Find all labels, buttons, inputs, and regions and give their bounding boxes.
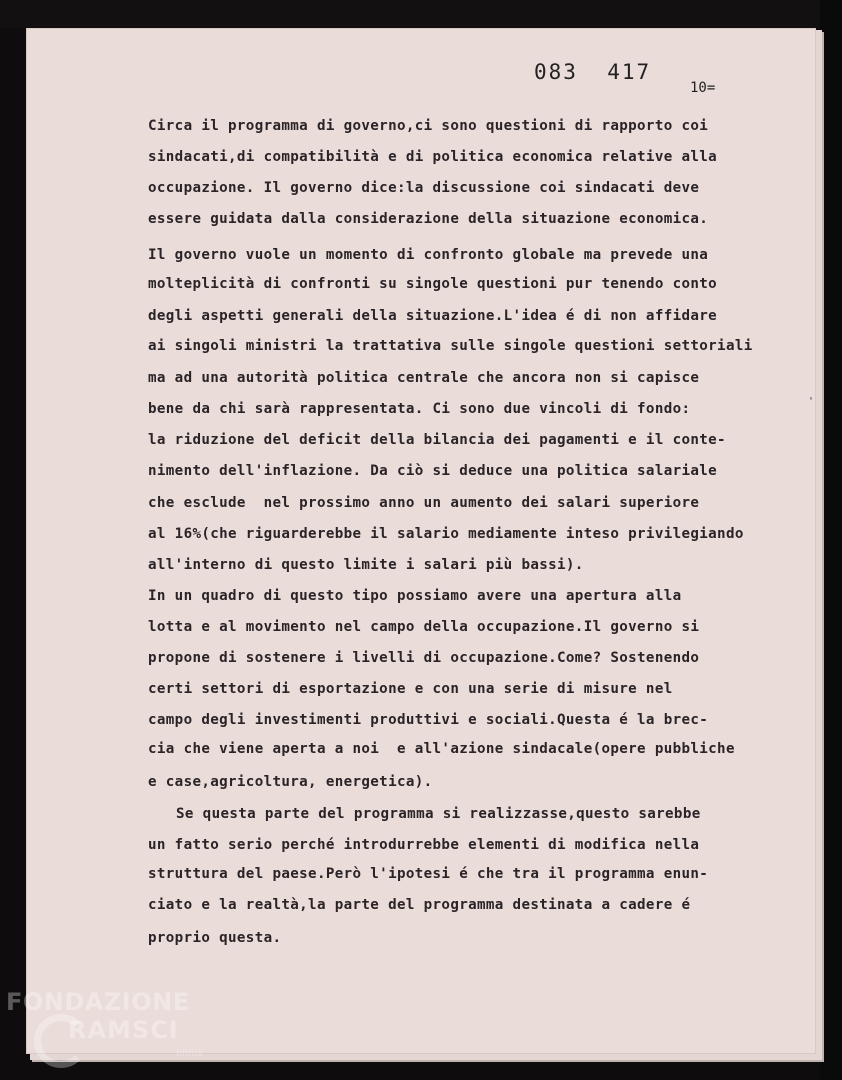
- watermark-line1: FONDAZIONE: [6, 988, 190, 1016]
- page-number: 10=: [690, 80, 716, 96]
- text-line: all'interno di questo limite i salari più bassi).: [148, 557, 584, 573]
- text-line: degli aspetti generali della situazione.L'idea é di non affidare: [148, 308, 718, 324]
- margin-mark: ': [808, 396, 815, 407]
- scan-top-border: [0, 0, 842, 28]
- text-line: al 16%(che riguarderebbe il salario mediamente inteso privilegiando: [148, 526, 744, 542]
- text-line: che esclude nel prossimo anno un aumento dei salari superiore: [148, 495, 700, 511]
- text-line: sindacati,di compatibilità e di politica economica relative alla: [148, 149, 718, 165]
- text-line: propone di sostenere i livelli di occupazione.Come? Sostenendo: [148, 650, 700, 666]
- watermark-line2: RAMSCI: [68, 1016, 179, 1044]
- text-line: Circa il programma di governo,ci sono questioni di rapporto coi: [148, 118, 709, 134]
- text-line: un fatto serio perché introdurrebbe elementi di modifica nella: [148, 837, 700, 853]
- archive-document-number: 083 417: [534, 60, 652, 84]
- text-line: struttura del paese.Però l'ipotesi é che tra il programma enun-: [148, 866, 709, 882]
- text-line: proprio questa.: [148, 930, 282, 946]
- text-line: la riduzione del deficit della bilancia dei pagamenti e il conte-: [148, 432, 726, 448]
- text-line: cia che viene aperta a noi e all'azione sindacale(opere pubbliche: [148, 741, 735, 757]
- text-line: essere guidata dalla considerazione della situazione economica.: [148, 211, 709, 227]
- text-line: certi settori di esportazione e con una serie di misure nel: [148, 681, 673, 697]
- scan-right-border: [820, 0, 842, 1080]
- text-line: occupazione. Il governo dice:la discussione coi sindacati deve: [148, 180, 700, 196]
- watermark-suffix: onlus: [176, 1048, 203, 1059]
- text-line: ciato e la realtà,la parte del programma destinata a cadere é: [148, 897, 691, 913]
- text-line: campo degli investimenti produttivi e sociali.Questa é la brec-: [148, 712, 709, 728]
- text-line: e case,agricoltura, energetica).: [148, 774, 433, 790]
- text-line: lotta e al movimento nel campo della occupazione.Il governo si: [148, 619, 700, 635]
- text-line: Se questa parte del programma si realizzasse,questo sarebbe: [176, 806, 701, 822]
- text-line: ai singoli ministri la trattativa sulle singole questioni settoriali: [148, 338, 753, 354]
- text-line: bene da chi sarà rappresentata. Ci sono due vincoli di fondo:: [148, 401, 691, 417]
- text-line: In un quadro di questo tipo possiamo avere una apertura alla: [148, 588, 682, 604]
- fondazione-gramsci-watermark: [6, 988, 216, 1078]
- text-line: molteplicità di confronti su singole questioni pur tenendo conto: [148, 276, 718, 292]
- text-line: Il governo vuole un momento di confronto globale ma prevede una: [148, 247, 709, 263]
- text-line: nimento dell'inflazione. Da ciò si deduce una politica salariale: [148, 463, 718, 479]
- text-line: ma ad una autorità politica centrale che ancora non si capisce: [148, 370, 700, 386]
